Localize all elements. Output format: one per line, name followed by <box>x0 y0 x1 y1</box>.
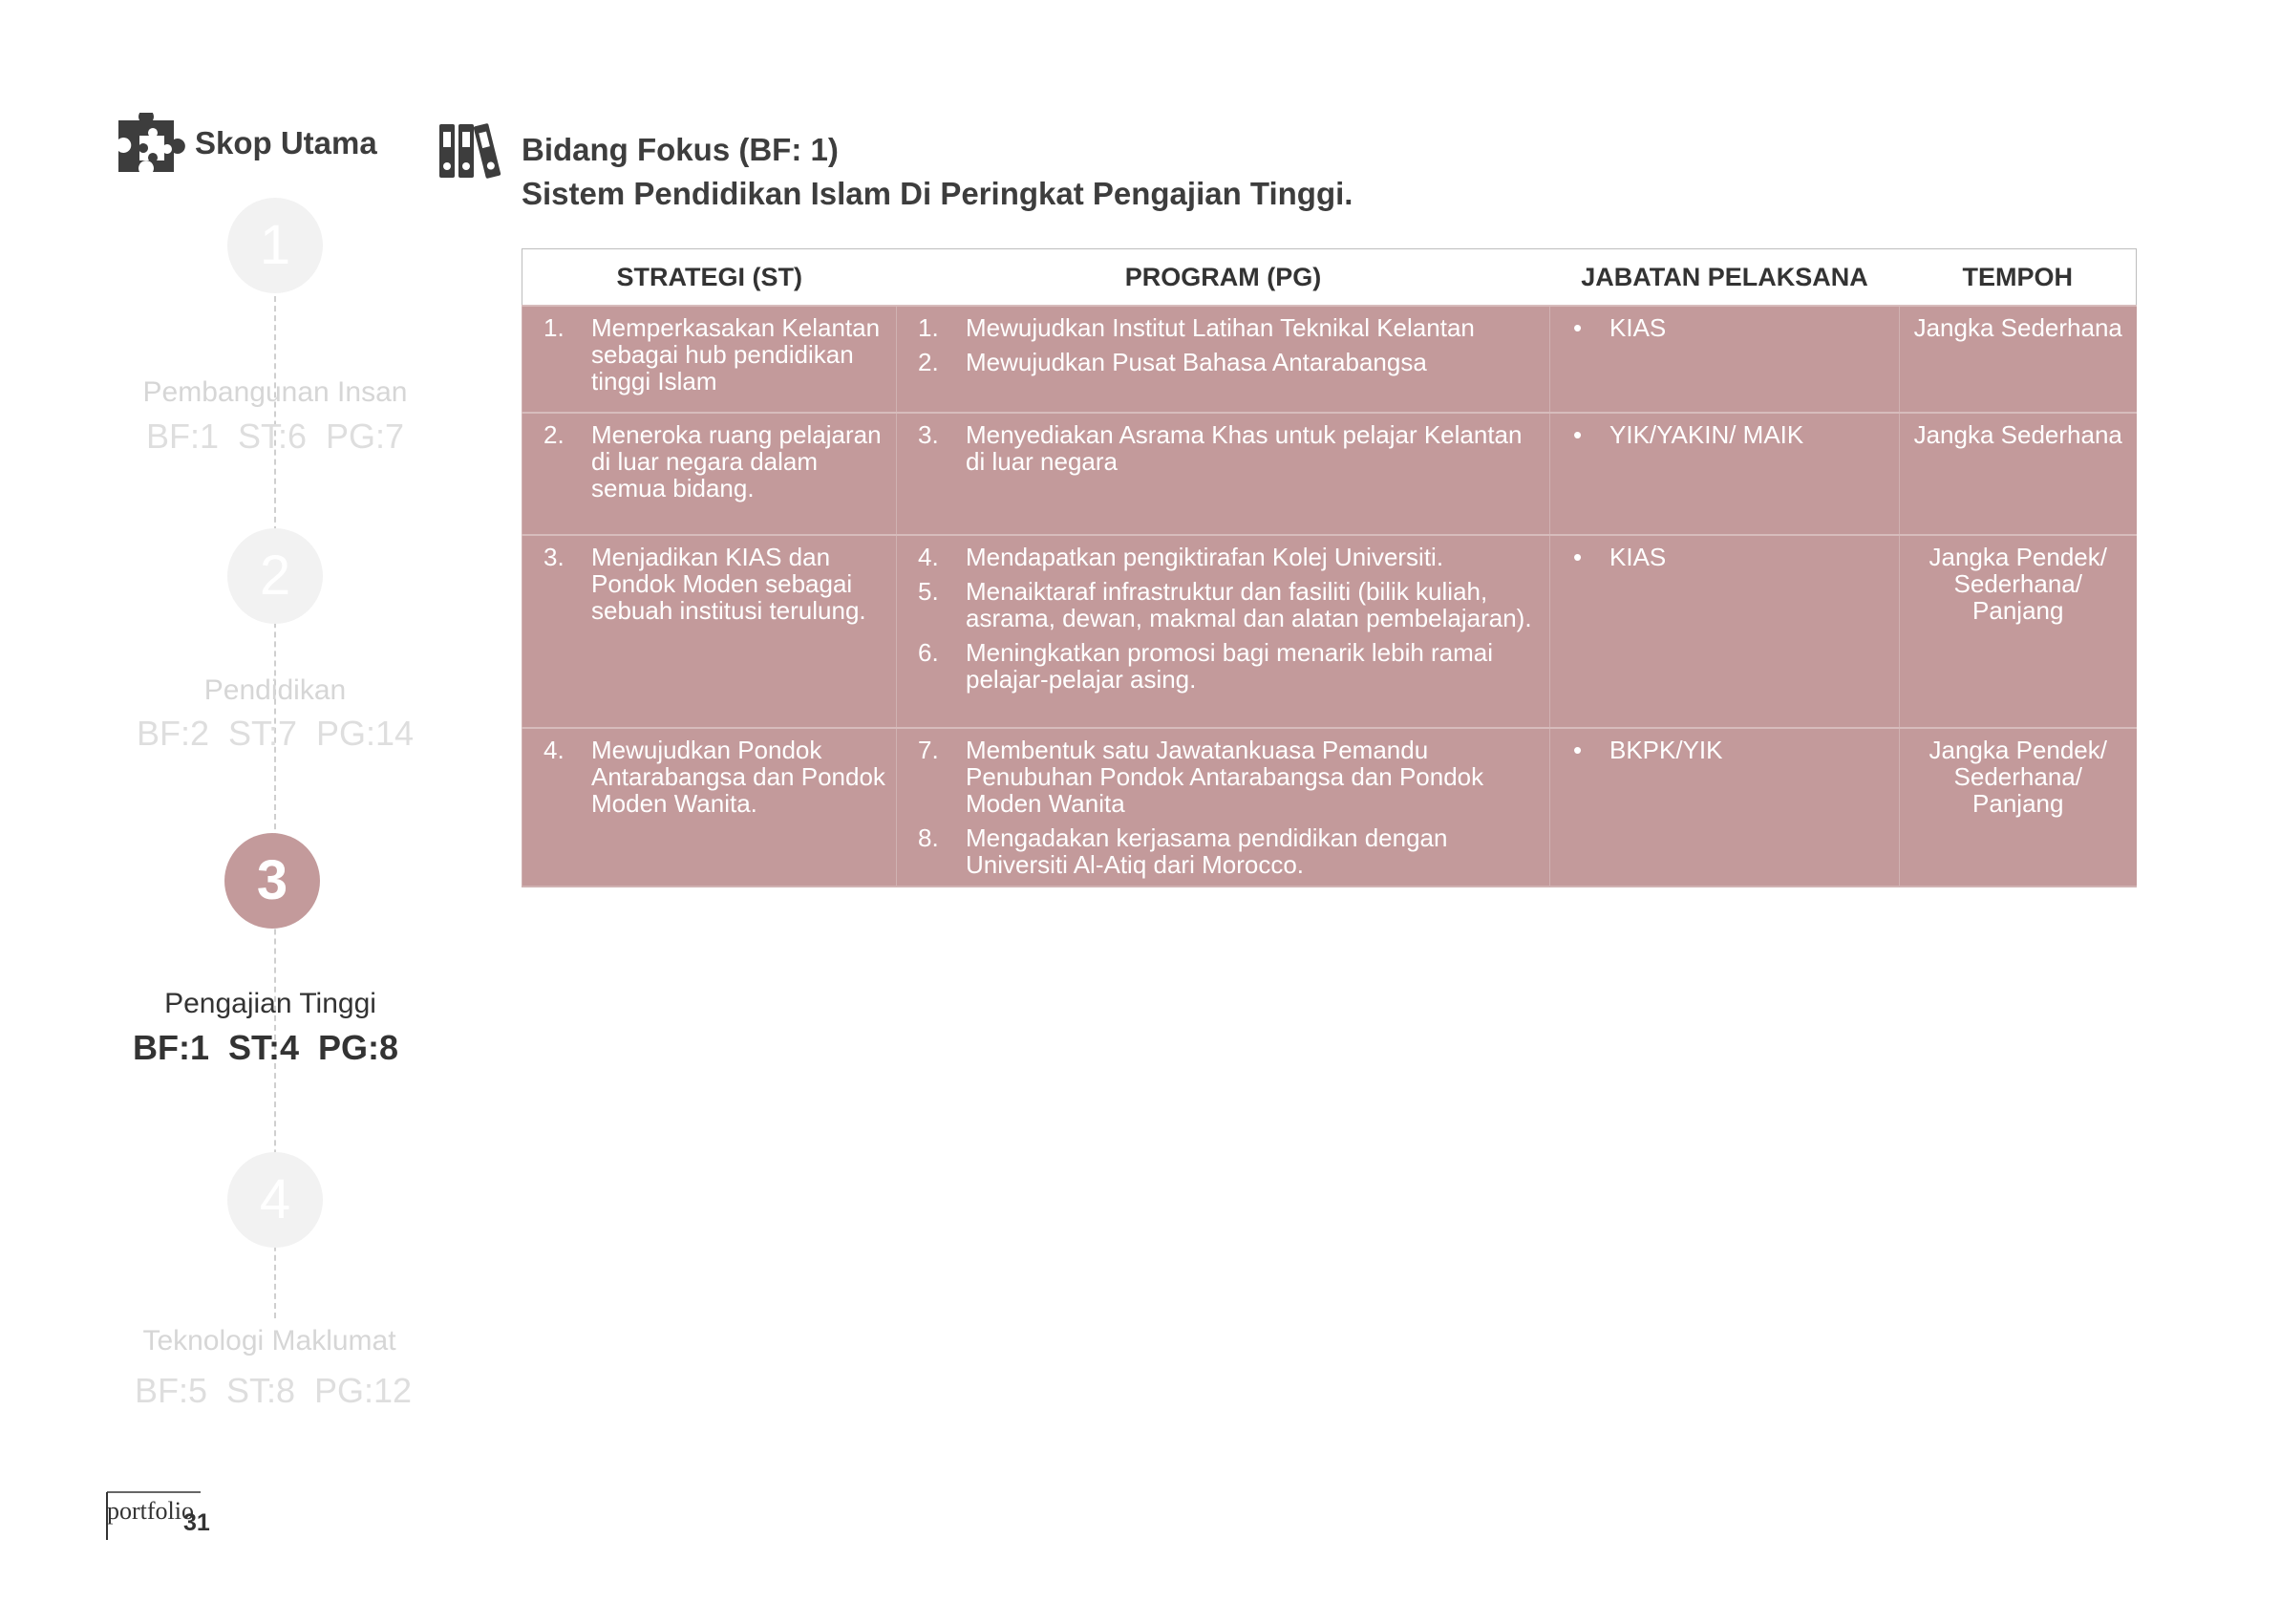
table-row <box>522 306 2137 413</box>
step-2-circle[interactable]: 2 <box>227 528 323 624</box>
program-number: 1. <box>918 313 939 342</box>
strategy-table <box>522 248 2136 887</box>
strategy-cell <box>522 413 897 535</box>
focus-subtitle: Sistem Pendidikan Islam Di Peringkat Pengajian Tinggi. <box>522 176 1353 211</box>
duration-cell: Jangka Sederhana <box>1900 413 2137 535</box>
agency-cell <box>1550 306 1900 413</box>
program-item <box>918 314 1542 341</box>
step-1-name: Pembangunan Insan <box>142 376 408 408</box>
program-number: 4. <box>918 543 939 571</box>
table-row <box>522 535 2137 728</box>
strategy-text: Menjadikan KIAS dan Pondok Moden sebagai sebuah institusi terulung. <box>591 543 866 625</box>
step-2-stats: BF:2 ST:7 PG:14 <box>136 714 415 753</box>
program-number: 6. <box>918 638 939 667</box>
program-text: Membentuk satu Jawatankuasa Pemandu Penubuhan Pondok Antarabangsa dan Pondok Moden Wanita <box>966 736 1484 818</box>
bullet-icon: • <box>1573 313 1583 342</box>
program-cell <box>897 728 1550 887</box>
logo-text: portfolio <box>107 1497 194 1525</box>
program-item <box>918 824 1542 878</box>
step-2-name: Pendidikan <box>203 674 347 706</box>
program-item <box>918 544 1542 570</box>
strategy-number: 2. <box>543 420 565 449</box>
strategy-text: Memperkasakan Kelantan sebagai hub pendidikan tinggi Islam <box>591 313 881 395</box>
agency-text: KIAS <box>1609 543 1667 571</box>
strategy-text: Mewujudkan Pondok Antarabangsa dan Pondok Moden Wanita. <box>591 736 885 818</box>
table-header-row <box>522 249 2137 307</box>
program-number: 3. <box>918 420 939 449</box>
table-row <box>522 728 2137 887</box>
header-duration: TEMPOH <box>1900 249 2137 307</box>
page-number: 31 <box>183 1509 210 1536</box>
strategy-cell <box>522 535 897 728</box>
program-cell <box>897 413 1550 535</box>
program-text: Menyediakan Asrama Khas untuk pelajar Kelantan di luar negara <box>966 420 1523 476</box>
program-number: 8. <box>918 823 939 852</box>
step-4-stats: BF:5 ST:8 PG:12 <box>134 1371 413 1410</box>
step-4-circle[interactable]: 4 <box>227 1152 323 1248</box>
program-text: Mewujudkan Pusat Bahasa Antarabangsa <box>966 348 1427 376</box>
strategy-cell <box>522 728 897 887</box>
header-strategy: STRATEGI (ST) <box>522 249 897 307</box>
agency-cell <box>1550 535 1900 728</box>
program-text: Meningkatkan promosi bagi menarik lebih ramai pelajar-pelajar asing. <box>966 638 1494 694</box>
step-3-name: Pengajian Tinggi <box>164 988 376 1019</box>
step-1-stats: BF:1 ST:6 PG:7 <box>145 417 405 456</box>
strategy-number: 1. <box>543 313 565 342</box>
bullet-icon: • <box>1573 543 1583 571</box>
step-3-stats: BF:1 ST:4 PG:8 <box>132 1028 399 1067</box>
sidebar-header <box>115 113 377 182</box>
program-item <box>918 349 1542 375</box>
program-number: 2. <box>918 348 939 376</box>
program-cell <box>897 535 1550 728</box>
program-text: Mengadakan kerjasama pendidikan dengan Universiti Al-Atiq dari Morocco. <box>966 823 1448 879</box>
program-item <box>918 421 1542 475</box>
sidebar-title: Skop Utama <box>195 125 377 160</box>
program-number: 5. <box>918 577 939 606</box>
step-1-circle[interactable]: 1 <box>227 198 323 293</box>
header-agency: JABATAN PELAKSANA <box>1550 249 1900 307</box>
bullet-icon: • <box>1573 420 1583 449</box>
program-number: 7. <box>918 736 939 764</box>
bullet-icon: • <box>1573 736 1583 764</box>
program-item <box>918 737 1542 817</box>
table-row <box>522 413 2137 535</box>
program-cell <box>897 306 1550 413</box>
agency-cell <box>1550 728 1900 887</box>
strategy-cell <box>522 306 897 413</box>
program-item <box>918 639 1542 693</box>
program-text: Mewujudkan Institut Latihan Teknikal Kelantan <box>966 313 1475 342</box>
program-text: Mendapatkan pengiktirafan Kolej Universiti. <box>966 543 1444 571</box>
strategy-text: Meneroka ruang pelajaran di luar negara dalam semua bidang. <box>591 420 882 502</box>
program-text: Menaiktaraf infrastruktur dan fasiliti (bilik kuliah, asrama, dewan, makmal dan alatan pembelajaran). <box>966 577 1532 632</box>
agency-text: BKPK/YIK <box>1609 736 1723 764</box>
step-3-circle[interactable]: 3 <box>224 833 320 929</box>
duration-cell: Jangka Sederhana <box>1900 306 2137 413</box>
agency-text: YIK/YAKIN/ MAIK <box>1609 420 1804 449</box>
program-item <box>918 578 1542 631</box>
agency-text: KIAS <box>1609 313 1667 342</box>
binders-icon <box>437 120 504 180</box>
focus-title: Bidang Fokus (BF: 1) <box>522 132 839 167</box>
puzzle-icon <box>115 113 185 182</box>
duration-cell: Jangka Pendek/ Sederhana/ Panjang <box>1900 535 2137 728</box>
agency-cell <box>1550 413 1900 535</box>
duration-cell: Jangka Pendek/ Sederhana/ Panjang <box>1900 728 2137 887</box>
header-program: PROGRAM (PG) <box>897 249 1550 307</box>
step-4-name: Teknologi Maklumat <box>142 1325 396 1357</box>
strategy-number: 4. <box>543 736 565 764</box>
strategy-number: 3. <box>543 543 565 571</box>
